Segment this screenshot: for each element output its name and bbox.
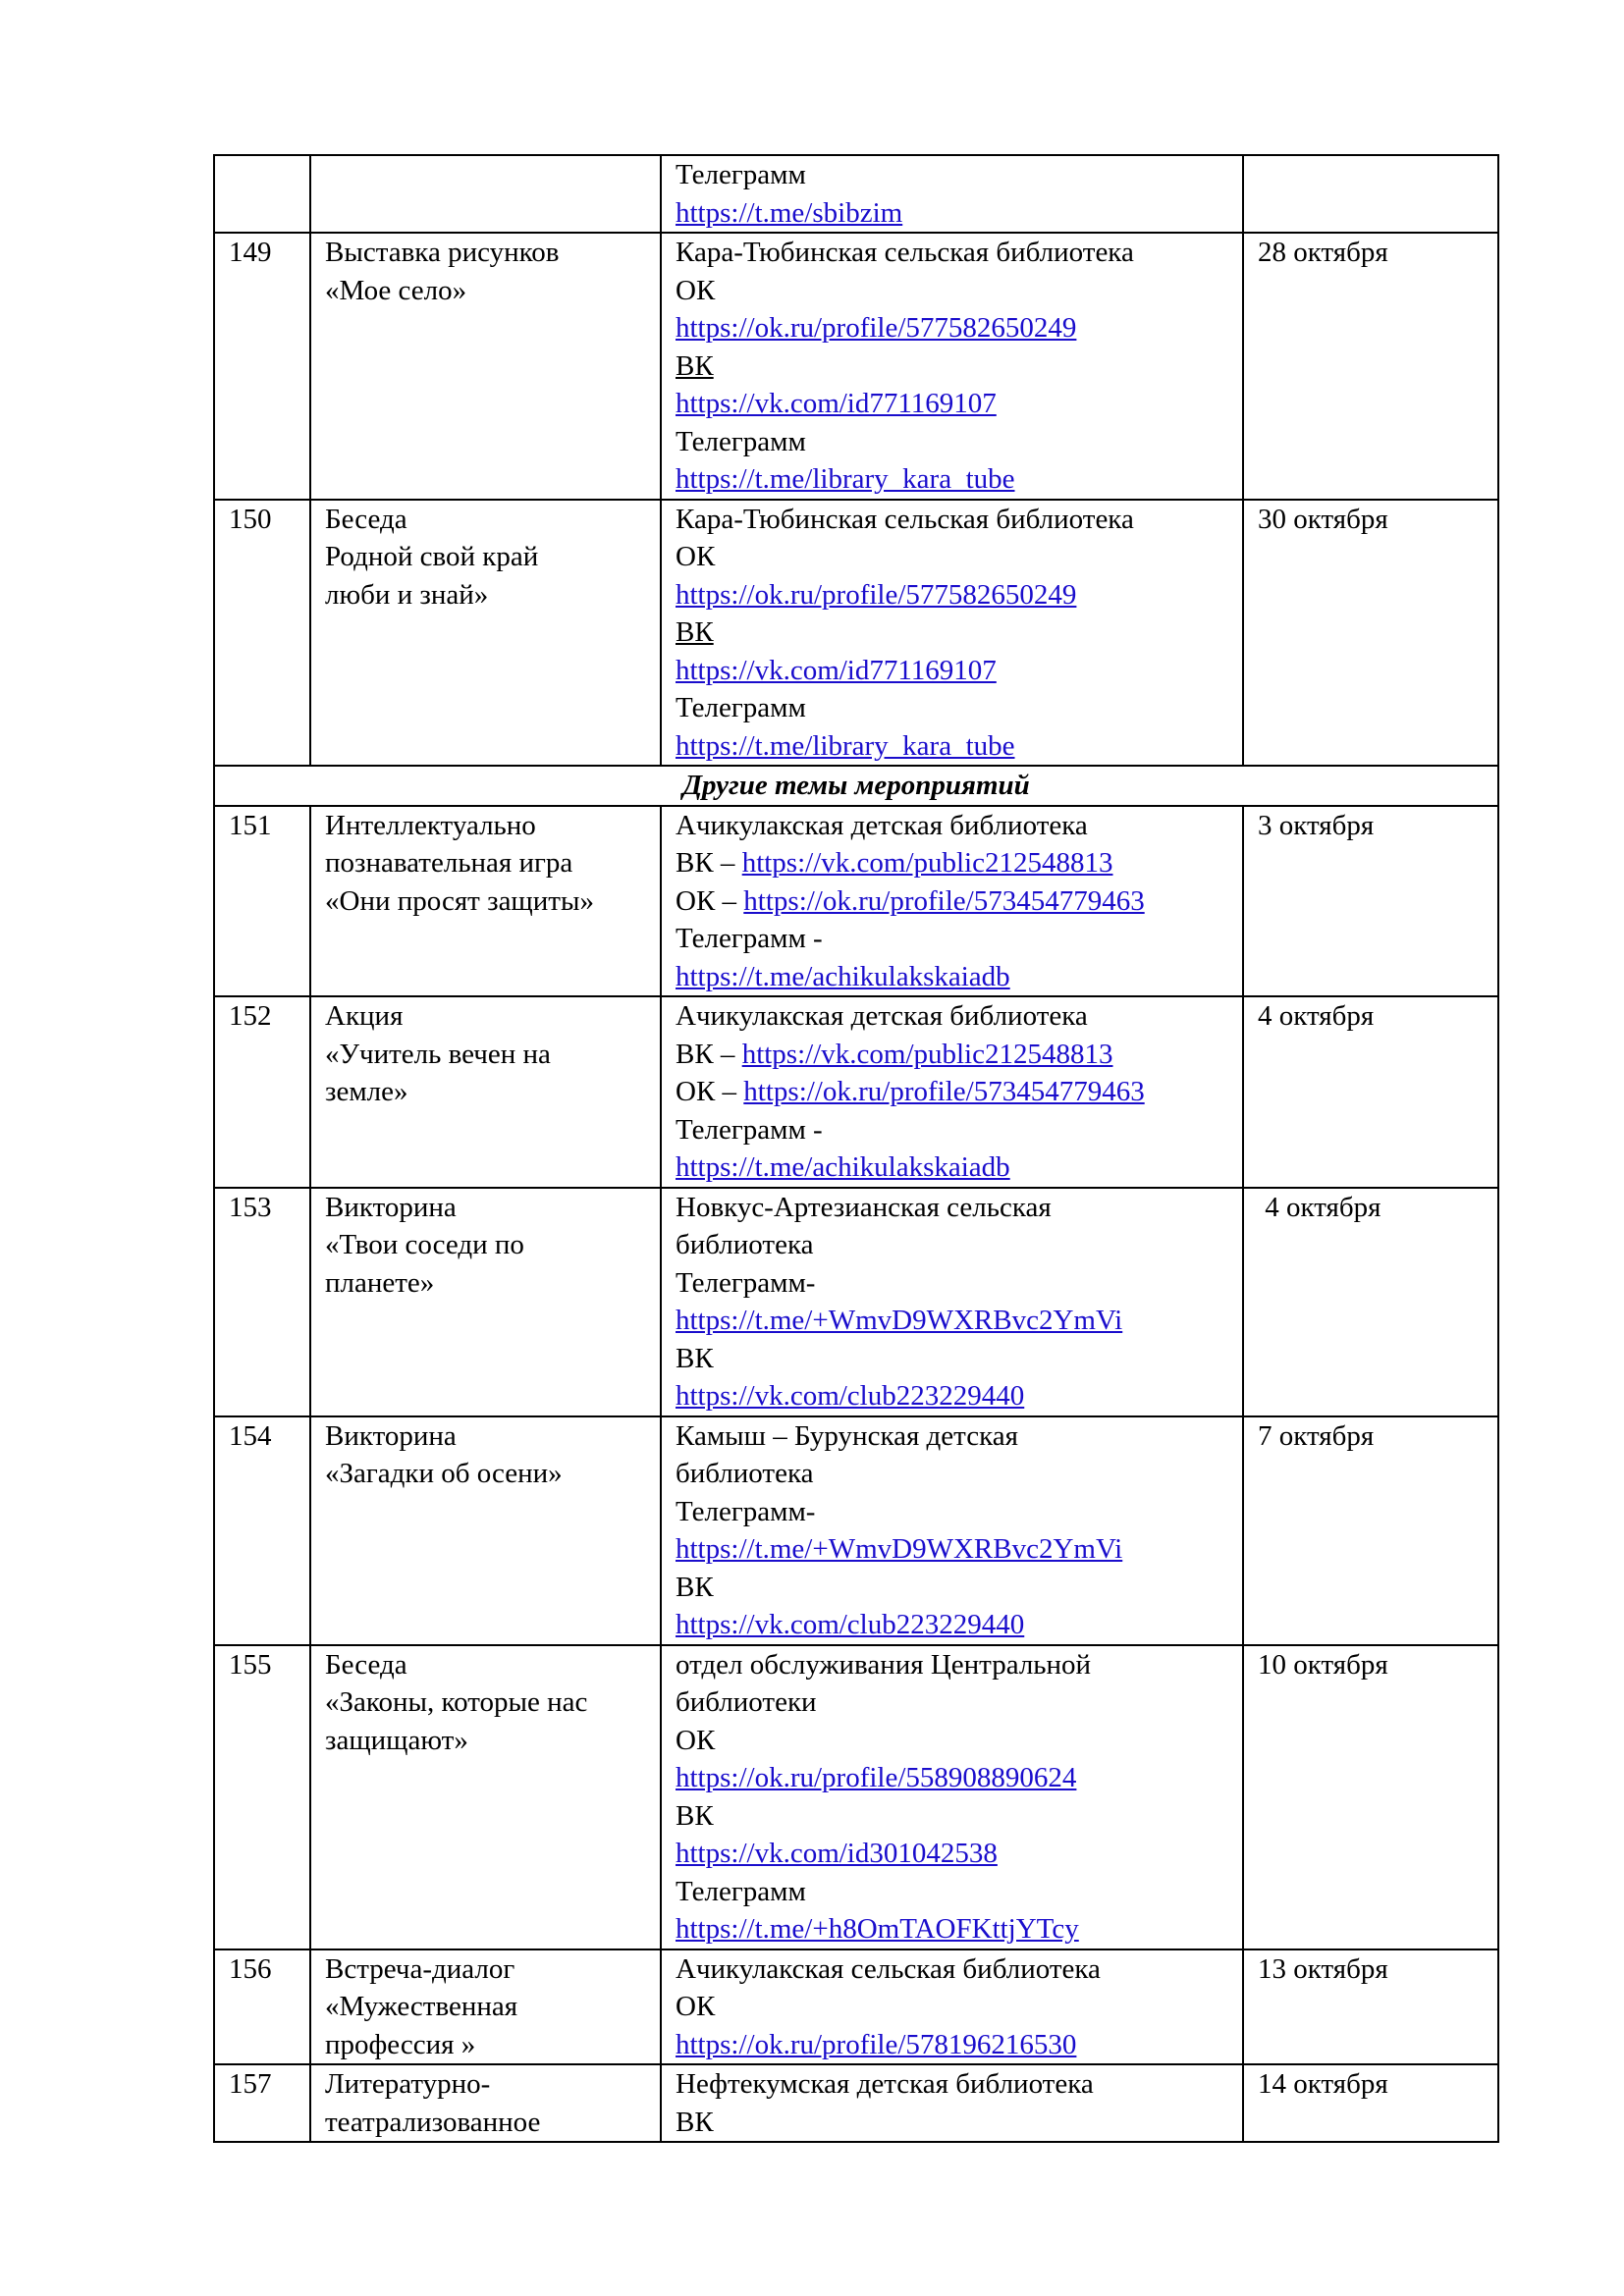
event-title-cell [310, 233, 661, 500]
event-title-cell [310, 500, 661, 767]
event-number [214, 155, 310, 233]
place-line [676, 1111, 1228, 1149]
social-link[interactable]: https://ok.ru/profile/577582650249 [676, 312, 1077, 344]
place-text: Телеграмм [676, 159, 806, 190]
place-text: Телеграмм- [676, 1495, 816, 1527]
place-line [676, 652, 1228, 690]
event-place-cell [661, 233, 1243, 500]
social-link[interactable]: https://t.me/library_kara_tube [676, 729, 1015, 762]
place-line [676, 2026, 1228, 2064]
place-text: ВК [676, 2106, 714, 2138]
event-number: 150 [214, 500, 310, 767]
event-title-line: «Мужественная [325, 1991, 518, 2022]
place-line [676, 156, 1228, 194]
table-row [214, 1188, 1498, 1416]
place-line [676, 1950, 1228, 1989]
place-line [676, 1910, 1228, 1949]
social-link[interactable]: https://vk.com/id771169107 [676, 388, 997, 419]
place-line [676, 1759, 1228, 1797]
place-line [676, 2104, 1228, 2142]
social-link[interactable]: https://ok.ru/profile/573454779463 [743, 1076, 1145, 1107]
place-text: ОК [676, 1991, 716, 2022]
table-row [214, 2064, 1498, 2142]
place-line [676, 1722, 1228, 1760]
table-row [214, 1416, 1498, 1645]
place-text: Ачикулакская детская библиотека [676, 809, 1088, 841]
place-line [676, 538, 1228, 576]
place-text: Нефтекумская детская библиотека [676, 2068, 1094, 2100]
social-link[interactable]: https://vk.com/public212548813 [741, 847, 1113, 879]
event-date [1243, 155, 1498, 233]
event-date: 4 октября [1243, 996, 1498, 1188]
place-line [676, 385, 1228, 423]
place-text: Ачикулакская детская библиотека [676, 1000, 1088, 1032]
place-text: ВК – [676, 847, 742, 879]
event-place-cell [661, 1416, 1243, 1645]
place-text: отдел обслуживания Центральной [676, 1648, 1092, 1681]
place-text: ОК [676, 541, 716, 572]
event-title-line: защищают» [325, 1724, 468, 1756]
social-link[interactable]: https://vk.com/id301042538 [676, 1838, 998, 1869]
place-text: ОК [676, 274, 716, 306]
event-place-cell [661, 1645, 1243, 1949]
place-text: ВК [676, 1342, 714, 1374]
place-label: ВК [676, 616, 714, 648]
place-line [676, 347, 1228, 386]
place-line [676, 1189, 1228, 1227]
table-row [214, 500, 1498, 767]
place-text: Телеграмм [676, 425, 806, 457]
place-line [676, 309, 1228, 347]
place-line [676, 997, 1228, 1036]
event-title-line: Акция [325, 1000, 404, 1032]
event-date: 4 октября [1243, 1188, 1498, 1416]
place-line [676, 272, 1228, 310]
place-text: библиотека [676, 1229, 814, 1260]
event-title-cell [310, 1645, 661, 1949]
place-line [676, 1455, 1228, 1493]
event-title-line: Викторина [325, 1419, 457, 1452]
table-row [214, 155, 1498, 233]
place-text: Новкус-Артезианская сельская [676, 1191, 1052, 1223]
event-number: 151 [214, 806, 310, 997]
event-number: 157 [214, 2064, 310, 2142]
event-title-line: земле» [325, 1076, 408, 1107]
event-place-cell [661, 1949, 1243, 2065]
place-text: ОК – [676, 884, 744, 917]
place-text: Телеграмм- [676, 1266, 816, 1299]
place-text: ВК [676, 1571, 714, 1603]
social-link[interactable]: https://t.me/achikulakskaiadb [676, 960, 1010, 992]
events-table-body [214, 155, 1498, 2142]
place-line [676, 1148, 1228, 1187]
social-link[interactable]: https://ok.ru/profile/573454779463 [743, 884, 1145, 917]
event-title-cell [310, 806, 661, 997]
social-link[interactable]: https://t.me/+WmvD9WXRBvc2YmVi [676, 1305, 1123, 1336]
event-number: 152 [214, 996, 310, 1188]
event-title-line: Интеллектуально [325, 809, 536, 841]
place-text: ОК [676, 1724, 716, 1756]
place-text: библиотеки [676, 1686, 817, 1718]
place-line [676, 727, 1228, 766]
place-line [676, 882, 1228, 921]
event-number: 153 [214, 1188, 310, 1416]
place-text: Телеграмм [676, 1875, 806, 1907]
place-line [676, 234, 1228, 272]
place-line [676, 1797, 1228, 1836]
event-title-line: Выставка рисунков [325, 237, 560, 268]
place-line [676, 920, 1228, 958]
event-title-line: люби и знай» [325, 578, 489, 611]
place-line [676, 807, 1228, 845]
event-title-line: «Загадки об осени» [325, 1458, 563, 1489]
place-text: Кара-Тюбинская сельская библиотека [676, 503, 1134, 535]
place-text: Телеграмм - [676, 923, 823, 954]
event-title-line: Литературно- [325, 2068, 491, 2100]
place-text: ОК – [676, 1076, 744, 1107]
event-title-cell [310, 2064, 661, 2142]
social-link[interactable]: https://t.me/achikulakskaiadb [676, 1151, 1010, 1183]
event-date: 30 октября [1243, 500, 1498, 767]
event-title-line: Беседа [325, 503, 407, 535]
place-line [676, 1683, 1228, 1722]
event-number: 149 [214, 233, 310, 500]
event-place-cell [661, 155, 1243, 233]
event-place-cell [661, 1188, 1243, 1416]
place-line [676, 1264, 1228, 1303]
event-title-cell [310, 996, 661, 1188]
place-text: ВК – [676, 1038, 742, 1070]
event-title-cell [310, 1949, 661, 2065]
event-title-cell [310, 1416, 661, 1645]
section-row [214, 766, 1498, 806]
social-link[interactable]: https://t.me/library_kara_tube [676, 463, 1015, 495]
event-title-line: «Они просят защиты» [325, 884, 594, 917]
place-line [676, 423, 1228, 461]
place-text: ВК [676, 1799, 714, 1832]
place-text: Телеграмм [676, 692, 806, 723]
place-text: Телеграмм - [676, 1113, 823, 1146]
event-number: 156 [214, 1949, 310, 2065]
event-title-line: театрализованное [325, 2106, 541, 2138]
social-link[interactable]: https://ok.ru/profile/578196216530 [676, 2028, 1077, 2060]
social-link[interactable]: https://ok.ru/profile/577582650249 [676, 578, 1077, 611]
event-date: 28 октября [1243, 233, 1498, 500]
event-number: 154 [214, 1416, 310, 1645]
place-line [676, 1226, 1228, 1264]
place-line [676, 1036, 1228, 1074]
place-line [676, 958, 1228, 996]
event-title-line: планете» [325, 1266, 435, 1299]
event-place-cell [661, 996, 1243, 1188]
place-line [676, 2065, 1228, 2104]
social-link[interactable]: https://t.me/+WmvD9WXRBvc2YmVi [676, 1533, 1123, 1565]
place-line [676, 1606, 1228, 1644]
event-title-line: Викторина [325, 1191, 457, 1223]
place-line [676, 1493, 1228, 1531]
place-line [676, 1340, 1228, 1378]
place-line [676, 614, 1228, 652]
place-line [676, 1530, 1228, 1569]
event-date: 7 октября [1243, 1416, 1498, 1645]
event-title-line: «Учитель вечен на [325, 1038, 551, 1070]
event-title-cell [310, 1188, 661, 1416]
social-link[interactable]: https://vk.com/id771169107 [676, 654, 997, 686]
event-title-line: познавательная игра [325, 847, 573, 879]
table-row [214, 1645, 1498, 1949]
event-place-cell [661, 806, 1243, 997]
event-title-line: «Мое село» [325, 274, 467, 306]
event-title-line: «Законы, которые нас [325, 1686, 588, 1718]
place-line [676, 1873, 1228, 1911]
events-table [213, 154, 1499, 2143]
event-title-line: «Твои соседи по [325, 1229, 524, 1260]
event-date: 13 октября [1243, 1949, 1498, 2065]
event-place-cell [661, 500, 1243, 767]
event-date: 3 октября [1243, 806, 1498, 997]
event-title-line: Беседа [325, 1648, 407, 1681]
social-link[interactable]: https://ok.ru/profile/558908890624 [676, 1762, 1077, 1793]
place-text: Камыш – Бурунская детская [676, 1419, 1018, 1452]
place-line [676, 689, 1228, 727]
place-line [676, 1988, 1228, 2026]
event-place-cell [661, 2064, 1243, 2142]
place-label: ВК [676, 349, 714, 382]
table-row [214, 1949, 1498, 2065]
place-text: библиотека [676, 1458, 814, 1489]
place-line [676, 1377, 1228, 1415]
place-text: Ачикулакская сельская библиотека [676, 1952, 1101, 1985]
event-date: 14 октября [1243, 2064, 1498, 2142]
document-page [213, 154, 1497, 2143]
section-heading: Другие темы мероприятий [214, 766, 1498, 806]
table-row [214, 233, 1498, 500]
event-title-line: Родной свой край [325, 541, 539, 572]
place-line [676, 194, 1228, 233]
event-title-line: Встреча-диалог [325, 1952, 515, 1985]
event-number: 155 [214, 1645, 310, 1949]
table-row [214, 806, 1498, 997]
social-link[interactable]: https://vk.com/club223229440 [676, 1380, 1025, 1412]
place-line [676, 576, 1228, 614]
place-line [676, 1417, 1228, 1456]
social-link[interactable]: https://vk.com/public212548813 [741, 1038, 1113, 1070]
place-line [676, 1646, 1228, 1684]
place-line [676, 1302, 1228, 1340]
table-row [214, 996, 1498, 1188]
social-link[interactable]: https://t.me/sbibzim [676, 196, 903, 229]
place-text: Кара-Тюбинская сельская библиотека [676, 237, 1134, 268]
place-line [676, 501, 1228, 539]
event-date: 10 октября [1243, 1645, 1498, 1949]
event-title-line: профессия » [325, 2028, 476, 2060]
place-line [676, 460, 1228, 499]
place-line [676, 1835, 1228, 1873]
social-link[interactable]: https://t.me/+h8OmTAOFKttjYTcy [676, 1913, 1079, 1945]
place-line [676, 1569, 1228, 1607]
social-link[interactable]: https://vk.com/club223229440 [676, 1609, 1025, 1640]
event-title-cell [310, 155, 661, 233]
place-line [676, 1073, 1228, 1111]
place-line [676, 844, 1228, 882]
